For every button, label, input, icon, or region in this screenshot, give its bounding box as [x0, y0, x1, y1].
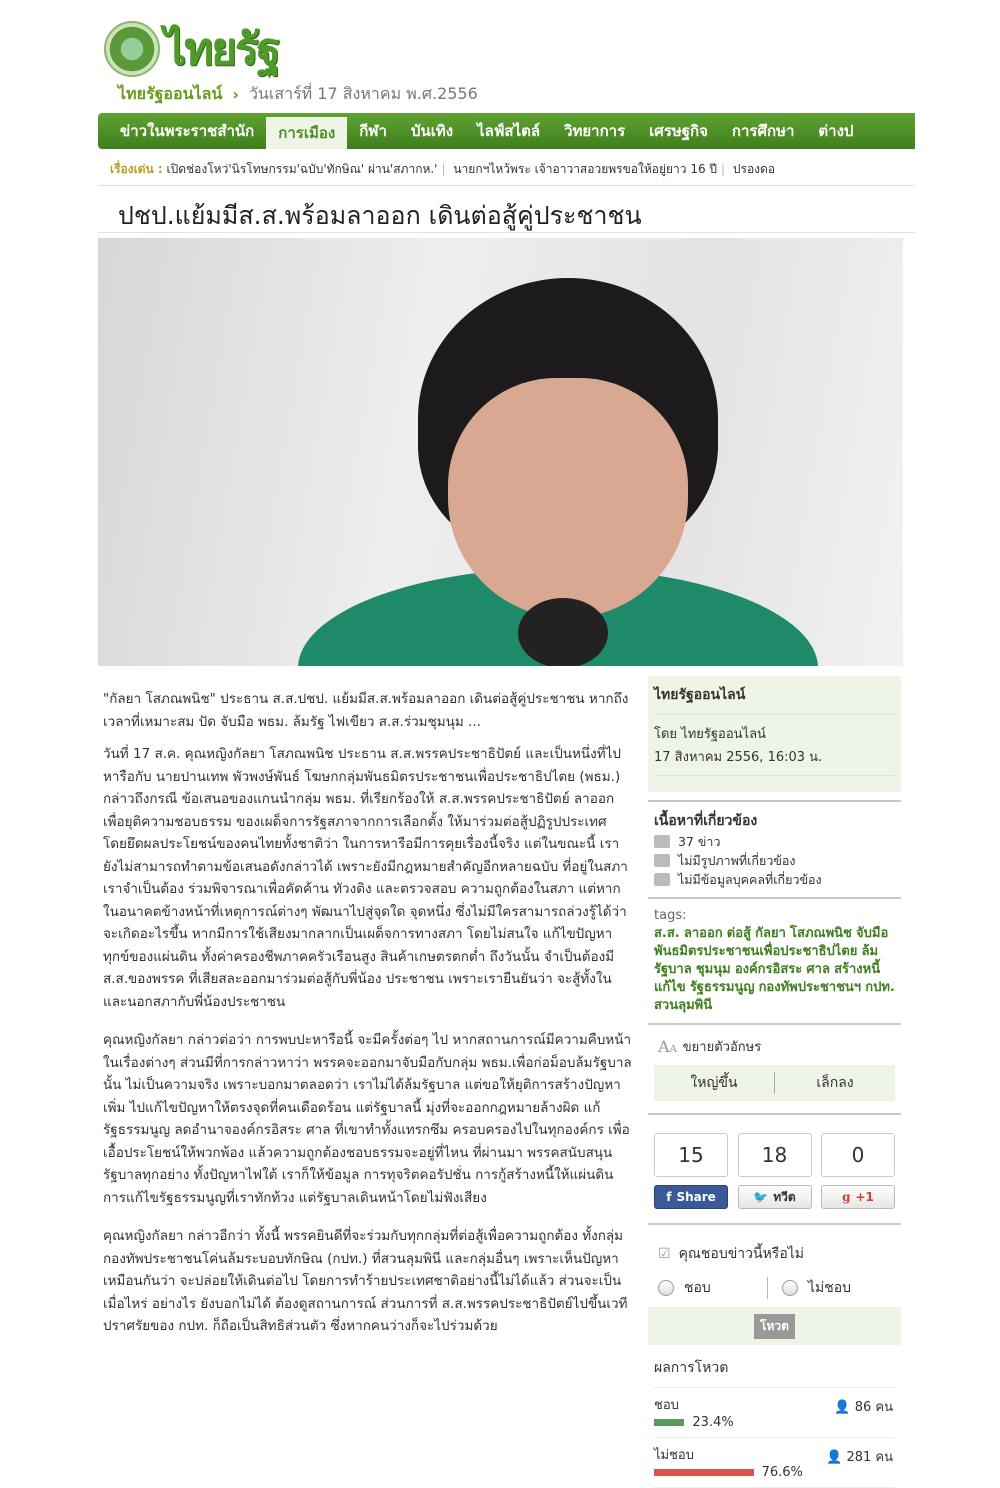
tweet-count: 18 [738, 1133, 812, 1177]
poll-result-row [654, 1388, 895, 1438]
twitter-bird-icon: 🐦 [753, 1190, 769, 1204]
tag-link[interactable]: โสภณพนิช [790, 926, 852, 941]
ticker-item[interactable]: นายกฯไหว้พระ เจ้าอาวาสอวยพรขอให้อยู่ยาว 16 ปี [453, 162, 718, 176]
vote-button[interactable]: โหวต [754, 1314, 795, 1339]
current-date: วันเสาร์ที่ 17 สิงหาคม พ.ศ.2556 [248, 84, 478, 103]
radio-button[interactable] [782, 1280, 798, 1296]
facebook-icon: f [666, 1190, 672, 1204]
facebook-share-button[interactable] [654, 1185, 728, 1209]
result-count: 86 คน [854, 1400, 893, 1415]
breadcrumb-home-link[interactable]: ไทยรัฐออนไลน์ [118, 84, 223, 103]
tag-link[interactable]: ส.ส. [654, 926, 680, 941]
main-nav [98, 113, 915, 149]
related-label: ไม่มีข้อมูลบุคคลที่เกี่ยวข้อง [678, 871, 822, 887]
article-intro: "กัลยา โสภณพนิช" ประธาน ส.ส.ปชป. แย้มมีส.ส.พร้อมลาออก เดินต่อสู้คู่ประชาชน หากถึงเวลาที่เหมาะสม ปัด จับมือ พธม. ล้มรัฐ ไฟเขียว ส.ส.ร่วมชุมนุม ... [103, 691, 629, 730]
tag-list [648, 907, 901, 1015]
article-sidebar [648, 676, 901, 1488]
poll-question [648, 1239, 901, 1269]
tag-link[interactable]: จับมือ [856, 926, 889, 941]
gplus-button[interactable] [821, 1185, 895, 1209]
related-label: 37 ข่าว [678, 833, 721, 849]
checkbox-icon: ☑ [658, 1246, 671, 1262]
related-people [654, 870, 895, 889]
article-paragraph: คุณหญิงกัลยา กล่าวอีกว่า ทั้งนี้ พรรคยินดีที่จะร่วมกับทุกกลุ่มที่ต่อสู้เพื่อความถูกต้อง ทั้งกลุ่มกองทัพประชาชนโค่นล้มระบอบทักษิณ (กปท.) ที่สวนลุมพินี และกลุ่มอื่นๆ เพราะเห็นปัญหาเหมือนกันว่า จะปล่อยให้เดินต่อไป โดยการทำร้ายประเทศชาติอย่างนี้ไม่ได้แล้ว ส่วนจะเป็นเมื่อไหร่ อย่างไร ยังบอกไม่ได้ ต้องดูสถานการณ์ ส่วนการที่ ส.ส.พรรคประชาธิปัตย์ไปขึ้นเวทีปราศรัยของ กปท. ก็ถือเป็นสิทธิส่วนตัว ซึ่งหากคนว่างก็จะไปร่วมด้วย [103, 1228, 628, 1334]
font-larger-button[interactable]: ใหญ่ขึ้น [690, 1075, 738, 1091]
tweet-label: ทวีต [773, 1189, 796, 1204]
result-label: ไม่ชอบ [654, 1448, 694, 1463]
byline: โดย ไทยรัฐออนไลน์ [654, 727, 766, 742]
related-news-link[interactable] [654, 832, 895, 851]
article-body [103, 688, 633, 1354]
related-label: ไม่มีรูปภาพที่เกี่ยวข้อง [678, 852, 796, 868]
result-percent: 23.4% [692, 1415, 734, 1430]
gplus-label: +1 [855, 1190, 874, 1204]
tag-link[interactable]: กองทัพประชาชนฯ [758, 980, 862, 995]
nav-item-royal-news[interactable]: ข่าวในพระราชสำนัก [120, 122, 255, 140]
font-size-icon: AA [658, 1036, 677, 1056]
divider [98, 185, 915, 186]
tag-link[interactable]: รัฐบาล [654, 962, 692, 977]
tag-link[interactable]: กัลยา [755, 926, 786, 941]
ticker-divider: | [441, 162, 446, 176]
article-photo [98, 238, 903, 666]
chevron-right-icon: › [232, 85, 239, 104]
tag-link[interactable]: ล้ม [861, 944, 879, 959]
option-label: ไม่ชอบ [808, 1280, 852, 1296]
source-title: ไทยรัฐออนไลน์ [654, 687, 746, 703]
tag-link[interactable]: องค์กรอิสระ [734, 962, 803, 977]
breadcrumb [118, 82, 478, 107]
tag-link[interactable]: ลาออก [683, 926, 723, 941]
tag-link[interactable]: ศาล [806, 962, 830, 977]
nav-item-science[interactable]: วิทยาการ [564, 122, 626, 140]
person-icon [654, 873, 670, 886]
person-icon: 👤 [834, 1400, 851, 1415]
ticker-label: เรื่องเด่น : [110, 162, 163, 176]
result-bar [654, 1419, 684, 1426]
tag-link[interactable]: ต่อสู้ [726, 926, 751, 941]
poll-question-text: คุณชอบข่าวนี้หรือไม่ [678, 1246, 805, 1262]
article-paragraph: คุณหญิงกัลยา กล่าวต่อว่า การพบปะหารือนี้ จะมีครั้งต่อๆ ไป หากสถานการณ์มีความคืบหน้าในเรื่องต่างๆ ส่วนมีที่การกล่าวหาว่า พรรคจะออกมาจับมือกับกลุ่ม พธม.เพื่อก่อม็อบล้มรัฐบาลนั้น ไม่เป็นความจริง เพราะบอกมาตลอดว่า เราไม่ได้ล้มรัฐบาล แต่ขอให้ยุติการสร้างปัญหาเพิ่ม ไปแก้ไขปัญหาให้ตรงจุดที่คนเดือดร้อน แต่รัฐบาลนี้ มุ่งที่จะออกกฎหมายล้างผิด แก้รัฐธรรมนูญ ลดอำนาจองค์กรอิสระ ศาล ที่เขาทำทั้งแทรกซึม ครอบครองไปในทุกองค์กร เพื่อเอื้อประโยชน์ให้พวกพ้อง แล้วความถูกต้องชอบธรรมจะอยู่ที่ไหน ที่ผ่านมา พรรคสนับสนุนรัฐบาลทุกอย่าง ทั้งปัญหาไฟใต้ เราก็ให้ข้อมูล การทุจริตคอรัปชั่น การกู้สร้างหนี้ให้แผ่นดิน การแก้ไขรัฐธรรมนูญที่เราทักท้วง แต่รัฐบาลเดินหน้าโดยไม่ฟังเสียง [103, 1032, 632, 1206]
source-box [648, 676, 901, 792]
font-size-control [648, 1033, 901, 1059]
nav-item-politics[interactable]: การเมือง [266, 117, 347, 149]
publish-date: 17 สิงหาคม 2556, 16:03 น. [654, 750, 823, 765]
divider [98, 232, 915, 233]
result-bar [654, 1469, 754, 1476]
nav-item-foreign[interactable]: ต่างป [818, 122, 854, 140]
related-title: เนื้อหาที่เกี่ยวข้อง [654, 813, 758, 829]
share-label: Share [676, 1190, 716, 1204]
poll-option-like[interactable] [658, 1277, 767, 1299]
ticker-item[interactable]: เปิดช่องโหว่'นิรโทษกรรม'ฉบับ'ทักษิณ' ผ่าน'สภากห.' [166, 162, 438, 176]
font-smaller-button[interactable]: เล็กลง [816, 1075, 854, 1091]
tag-link[interactable]: แก้ไข [654, 980, 686, 995]
article-paragraph: วันที่ 17 ส.ค. คุณหญิงกัลยา โสภณพนิช ประธาน ส.ส.พรรคประชาธิปัตย์ และเป็นหนึ่งที่ไปหารือกับ นายปานเทพ พัวพงษ์พันธ์ โฆษกกลุ่มพันธมิตรประชาชนเพื่อประชาธิปไตย (พธม.) กล่าวถึงกรณี ข้อเสนอของแกนนำกลุ่ม พธม. ที่เรียกร้องให้ ส.ส.พรรคประชาธิปัตย์ ลาออก เพื่อยุติความชอบธรรม ของเผด็จการรัฐสภาจากการเลือกตั้ง ให้มาร่วมต่อสู้ปฏิรูปประเทศ โดยยึดผลประโยชน์ของคนไทยทั้งชาติว่า ในการหารือมีการคุยเรื่องนี้จริง แต่ในขณะนี้ เรายังไม่สามารถทำตามข้อเสนอดังกล่าวได้ เพราะยังมีกฎหมายสำคัญอีกหลายฉบับ ที่อยู่ในสภา เราจำเป็นต้อง ร่วมพิจารณาเพื่อคัดค้าน ทัวงติง และตรวจสอบ ความถูกต้องในสภา แต่หากในอนาคตข้างหน้าที่เหตุการณ์ต่างๆ พัฒนาไปสู่จุดใด จุดหนึ่ง ซึ่งไม่มีใครสามารถล่วงรู้ได้ว่า จะเกิดอะไรขึ้น หากมีการใช้เสียงมากลากเป็นเผด็จการทางสภา โดยไม่สนใจ แก้ไขปัญหาทุกข์ของแผ่นดิน ทั้งค่าครองชีพภาคครัวเรือนสูง สินค้าเกษตรตกต่ำ ถึงวันนั้น จำเป็นต้องมี ส.ส.ของพรรค ที่เสียสละออกมาร่วมต่อสู้กับพี่น้อง ประชาชน เพราะเรายืนยันว่า จะสู้ทั้งในและนอกสภากับพี่น้องประชาชน [103, 746, 628, 1010]
share-buttons [648, 1123, 901, 1209]
tag-link[interactable]: ชุมนุม [695, 962, 731, 977]
facebook-share-count: 15 [654, 1133, 728, 1177]
tag-link[interactable]: สวนลุมพินี [654, 998, 713, 1013]
option-label: ชอบ [684, 1280, 711, 1296]
result-count: 281 คน [846, 1450, 893, 1465]
related-content [648, 810, 901, 889]
tag-link[interactable]: พันธมิตรประชาชนเพื่อประชาธิปไตย [654, 944, 858, 959]
tag-link[interactable]: สร้างหนี้ [834, 962, 881, 977]
tweet-button[interactable] [738, 1185, 812, 1209]
tag-link[interactable]: กปท. [865, 980, 895, 995]
nav-item-education[interactable]: การศึกษา [731, 122, 795, 140]
photo-icon [654, 854, 670, 867]
result-label: ชอบ [654, 1398, 679, 1413]
nav-item-lifestyle[interactable]: ไลฟ์สไตล์ [477, 122, 541, 140]
gplus-count: 0 [821, 1133, 895, 1177]
nav-item-economy[interactable]: เศรษฐกิจ [649, 122, 708, 140]
nav-item-entertainment[interactable]: บันเทิง [410, 122, 454, 140]
ticker-item[interactable]: ปรองดอ [732, 162, 776, 176]
tags-label: tags: [654, 908, 687, 923]
poll-result-row [654, 1438, 895, 1488]
news-icon [654, 835, 670, 848]
article-headline: ปชป.แย้มมีส.ส.พร้อมลาออก เดินต่อสู้คู่ประชาชน [118, 201, 642, 230]
font-size-label: ขยายตัวอักษร [682, 1039, 762, 1055]
person-icon: 👤 [826, 1450, 843, 1465]
logo-emblem-icon [104, 21, 160, 77]
ticker-divider: | [721, 162, 726, 176]
poll-option-dislike[interactable] [767, 1277, 891, 1299]
result-percent: 76.6% [761, 1465, 803, 1480]
nav-item-sports[interactable]: กีฬา [359, 122, 387, 140]
site-logo[interactable] [104, 20, 320, 78]
poll-results [648, 1345, 901, 1488]
poll-options [648, 1269, 901, 1307]
related-photos [654, 851, 895, 870]
tag-link[interactable]: รัฐธรรมนูญ [689, 980, 755, 995]
radio-button[interactable] [658, 1280, 674, 1296]
gplus-icon: g [842, 1190, 851, 1204]
poll-results-title: ผลการโหวต [654, 1345, 895, 1388]
logo-wordmark: ไทยรัฐ [164, 24, 279, 75]
headline-ticker [110, 160, 915, 179]
